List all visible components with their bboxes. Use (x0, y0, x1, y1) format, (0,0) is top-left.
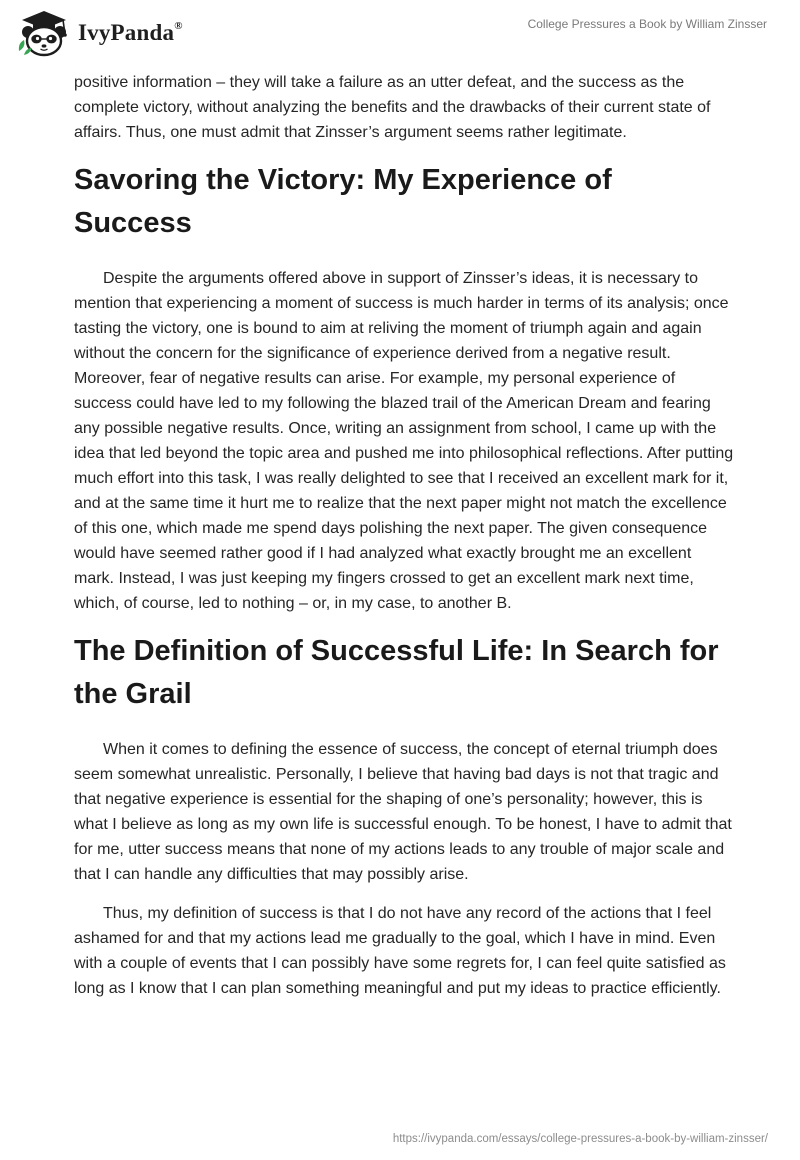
panda-mascot-icon (14, 8, 74, 58)
page-header (0, 0, 800, 66)
section-heading-successful-life: The Definition of Successful Life: In Search for the Grail (74, 635, 719, 710)
document-title: College Pressures a Book by William Zinsser (527, 17, 767, 31)
ivypanda-logo[interactable] (14, 8, 183, 58)
essay-body (74, 70, 734, 1015)
section-paragraph: Despite the arguments offered above in support of Zinsser’s ideas, it is necessary to mention that experiencing a moment of success is much harder in terms of its analysis; once tasting the victory, one is bound to aim at reliving the moment of triumph again and again without the concern for the significance of experience derived from a negative result. Moreover, fear of negative results can arise. For example, my personal experience of success could have led to my following the blazed trail of the American Dream and fearing any possible negative results. Once, writing an assignment from school, I came up with the idea that led beyond the topic area and pushed me into philosophical reflections. After putting much effort into this task, I was really delighted to see that I received an excellent mark for it, and at the same time it hurt me to realize that the next paper might not match the excellence of this one, which made me spend days polishing the next paper. The given consequence would have seemed rather good if I had analyzed what exactly brought me an excellent mark. Instead, I was just keeping my fingers crossed to get an excellent mark next time, which, of course, led to nothing – or, in my case, to another B. (74, 270, 734, 612)
section-paragraph: When it comes to defining the essence of success, the concept of eternal triumph does seem somewhat unrealistic. Personally, I believe that having bad days is not that tragic and that negative experience is essential for the shaping of one’s personality; however, this is what I believe as long as my own life is successful enough. To be honest, I have to admit that for me, utter success means that none of my actions leads to any trouble of major scale and that I can handle any difficulties that may possibly arise. (74, 741, 732, 883)
section-paragraph: Thus, my definition of success is that I do not have any record of the actions that I feel ashamed for and that my actions lead me gradually to the goal, which I have in mind. Even with a couple of events that I can possibly have some regrets for, I can feel quite satisfied as long as I know that I can plan something meaningful and put my ideas to practice efficiently. (74, 905, 726, 997)
brand-name: IvyPanda® (78, 20, 183, 45)
source-url[interactable]: https://ivypanda.com/essays/college-pressures-a-book-by-william-zinsser/ (392, 1133, 768, 1145)
section-heading-savoring-victory: Savoring the Victory: My Experience of Success (74, 164, 612, 239)
registered-mark: ® (174, 20, 183, 33)
intro-paragraph: positive information – they will take a failure as an utter defeat, and the success as the complete victory, without analyzing the benefits and the drawbacks of their current state of affairs. Thus, one must admit that Zinsser’s argument seems rather legitimate. (74, 74, 711, 141)
